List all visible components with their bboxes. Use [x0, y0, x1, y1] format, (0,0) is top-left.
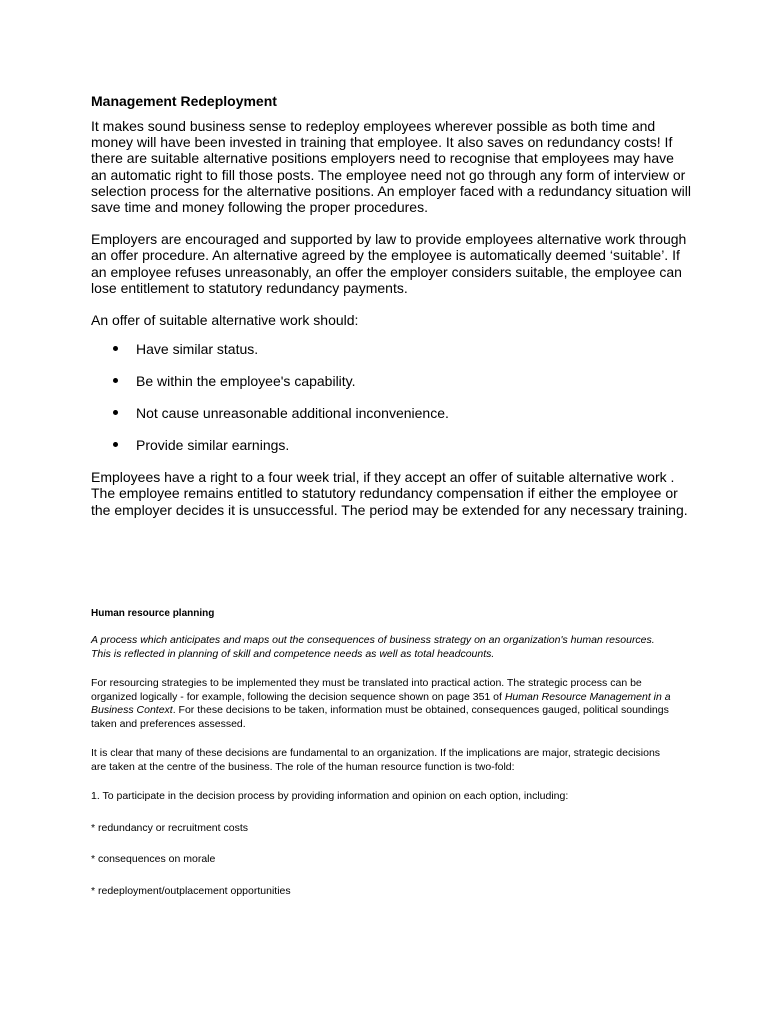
book-title: Human Resource Management in a Business Context — [91, 690, 671, 716]
numbered-point: 1. To participate in the decision process by providing information and opinion on each option, including: — [91, 790, 569, 802]
bullet-icon — [113, 346, 118, 351]
paragraph-text: For resourcing strategies to be implemented they must be translated into practical action. The strategic process can be organized logically - for example, following the decision sequence shown on page 351 of — [91, 677, 642, 703]
bullet-icon — [113, 378, 118, 383]
section-title: Management Redeployment — [91, 93, 277, 109]
sub-item: * redundancy or recruitment costs — [91, 821, 248, 834]
list-item-text: Provide similar earnings. — [136, 437, 290, 454]
section-human-resource-planning — [91, 607, 671, 916]
section-management-redeployment — [91, 92, 691, 534]
list-item-text: Be within the employee's capability. — [136, 373, 356, 390]
paragraph-text: . For these decisions to be taken, information must be obtained, consequences gauged, political soundings taken and preferences assessed. — [91, 704, 669, 730]
paragraph: It is clear that many of these decisions are fundamental to an organization. If the implications are major, strategic decisions are taken at the centre of the business. The role of the human resource function is two-fold: — [91, 747, 661, 773]
list-item — [91, 341, 691, 357]
list-intro: An offer of suitable alternative work should: — [91, 312, 359, 329]
list-item — [91, 405, 691, 421]
paragraph — [91, 677, 671, 731]
section-title: Human resource planning — [91, 608, 215, 619]
sub-item: * redeployment/outplacement opportunities — [91, 884, 291, 897]
list-item-text: Have similar status. — [136, 341, 259, 358]
closing-paragraph: Employees have a right to a four week trial, if they accept an offer of suitable alternative work . The employee remains entitled to statutory redundancy compensation if either the employee or the employer decides it is unsuccessful. The period may be extended for any necessary training. — [91, 469, 688, 518]
paragraph: Employers are encouraged and supported by law to provide employees alternative work through an offer procedure. An alternative agreed by the employee is automatically deemed ‘suitable’. If an employee refuses unreasonably, an offer the employer considers suitable, the employee can lose entitlement to statutory redundancy payments. — [91, 231, 687, 296]
bullet-icon — [113, 442, 118, 447]
list-item — [91, 373, 691, 389]
bullet-list — [91, 341, 691, 453]
list-item-text: Not cause unreasonable additional inconvenience. — [136, 405, 449, 422]
sub-item: * consequences on morale — [91, 853, 216, 865]
definition-paragraph: A process which anticipates and maps out the consequences of business strategy on an organization's human resources. This is reflected in planning of skill and competence needs as well as total headcounts. — [91, 634, 655, 660]
bullet-icon — [113, 410, 118, 415]
list-item — [91, 437, 691, 453]
paragraph: It makes sound business sense to redeploy employees wherever possible as both time and money will have been invested in training that employee. It also saves on redundancy costs! If there are suitable alternative positions employers need to recognise that employees may have an automatic right to fill those posts. The employee need not go through any form of interview or selection process for the alternative positions. An employer faced with a redundancy situation will save time and money following the proper procedures. — [91, 118, 691, 216]
